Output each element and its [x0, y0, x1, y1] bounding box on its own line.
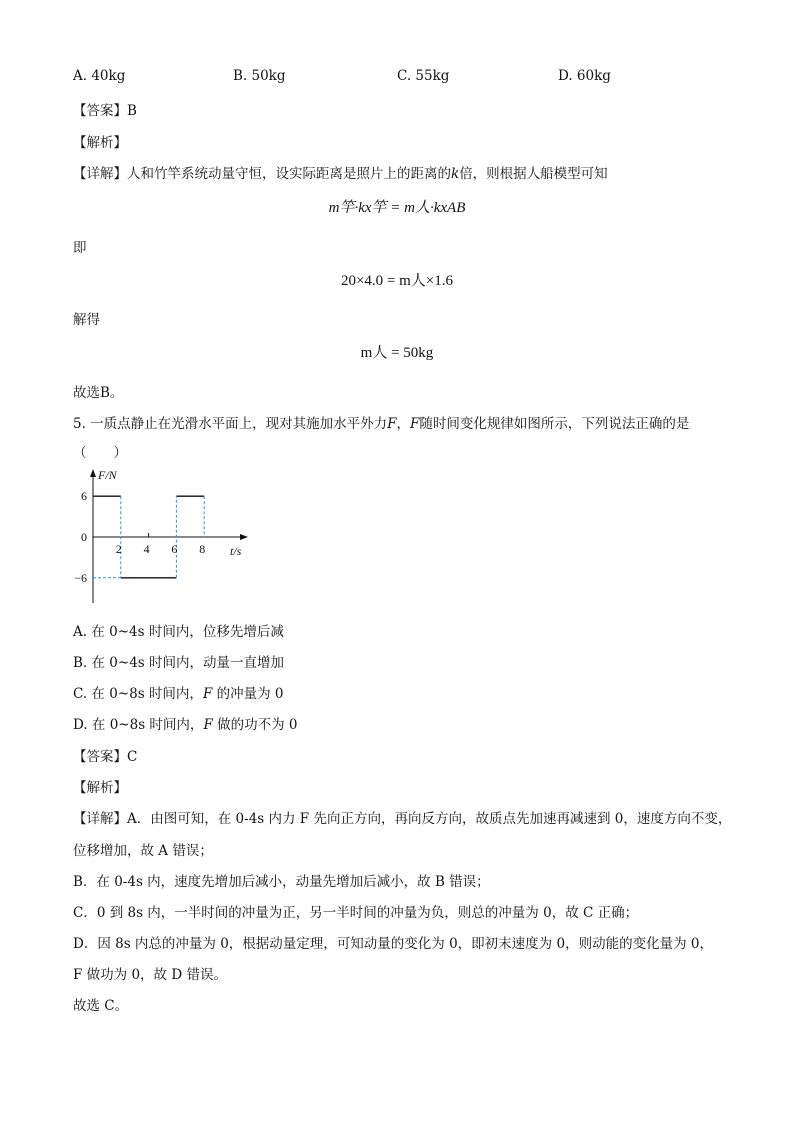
q4-equation-1 [0, 196, 794, 217]
option-b: B. 50kg [233, 68, 286, 84]
q4-equation-3 [0, 341, 794, 362]
q4-equation-1-text: m竿·kx竿 = m人·kxAB [328, 200, 466, 216]
x-tick-label-4: 4 [143, 542, 150, 556]
q4-detail [73, 162, 608, 182]
graph-labels [74, 468, 241, 585]
q5-option-d-pre: D. 在 0~8s 时间内， [73, 717, 204, 733]
y-tick-label-1: 0 [81, 530, 87, 544]
q5-detail-c: C．0 到 8s 内，一半时间的冲量为正，另一半时间的冲量为负，则总的冲量为 0，故 C 正确； [73, 905, 639, 921]
q5-stem-line2: （ ） [73, 445, 127, 461]
q5-stem-text: 5. 一质点静止在光滑水平面上，现对其施加水平外力 [73, 416, 388, 432]
q5-analysis-heading: 【解析】 [73, 780, 127, 796]
q5-stem-end: 随时间变化规律如图所示，下列说法正确的是 [419, 416, 690, 432]
q5-option-d-post: 做的功不为 0 [212, 717, 298, 733]
q4-analysis-heading: 【解析】 [73, 135, 127, 151]
force-time-graph [70, 463, 280, 609]
q4-jiede: 解得 [73, 312, 100, 328]
y-axis-label: F/N [98, 468, 117, 482]
x-tick-label-2: 2 [115, 542, 122, 556]
q5-conclusion: 故选 C。 [73, 998, 129, 1014]
q4-equation-2 [0, 269, 794, 290]
q5-option-c [73, 682, 283, 702]
q4-answer: 【答案】B [73, 103, 137, 119]
q4-ji: 即 [73, 240, 87, 256]
graph-axes [90, 469, 248, 603]
q5-option-c-F: F [202, 686, 213, 702]
q5-detail-d-line1: D．因 8s 内总的冲量为 0，根据动量定理，可知动量的变化为 0，即初末速度为 0，则动能的变化量为 0， [73, 936, 713, 952]
q5-option-d [73, 713, 297, 733]
y-tick-label-2: −6 [74, 570, 87, 585]
q4-detail-suffix: 倍，则根据人船模型可知 [459, 166, 608, 182]
q4-detail-k: k [451, 166, 460, 182]
y-tick-label-0: 6 [81, 489, 87, 504]
x-tick-label-8: 8 [199, 542, 206, 556]
q5-option-a: A. 在 0~4s 时间内，位移先增后减 [73, 624, 284, 640]
q4-equation-3-text: m人 = 50kg [360, 345, 434, 361]
q5-detail-b: B．在 0-4s 内，速度先增加后减小，动量先增加后减小，故 B 错误； [73, 874, 490, 890]
q5-option-b: B. 在 0~4s 时间内，动量一直增加 [73, 655, 285, 671]
q5-detail-a-line1: 【详解】A．由图可知，在 0-4s 内力 F 先向正方向，再向反方向，故质点先加速再减速到 0，速度方向不变， [73, 811, 732, 827]
q5-detail-a-line2: 位移增加，故 A 错误； [73, 843, 213, 859]
q4-equation-2-text: 20×4.0 = m人×1.6 [340, 273, 454, 289]
x-axis-arrow [240, 534, 248, 540]
option-d: D. 60kg [558, 68, 611, 84]
option-a: A. 40kg [73, 68, 126, 84]
q5-option-c-post: 的冲量为 0 [212, 686, 284, 702]
x-axis-label: t/s [230, 544, 242, 558]
q4-conclusion: 故选B。 [73, 385, 124, 401]
x-tick-label-6: 6 [171, 542, 178, 556]
q5-detail-d-line2: F 做功为 0，故 D 错误。 [73, 967, 227, 983]
q5-stem-F2: F [410, 416, 420, 432]
q5-stem-line1 [73, 412, 689, 432]
option-c: C. 55kg [397, 68, 450, 84]
q5-stem-F1: F [387, 416, 397, 432]
q5-option-c-pre: C. 在 0~8s 时间内， [73, 686, 203, 702]
q5-answer: 【答案】C [73, 749, 138, 765]
q5-stem-mid: ， [396, 416, 411, 432]
q5-option-d-F: F [203, 717, 213, 733]
q4-detail-prefix: 【详解】人和竹竿系统动量守恒，设实际距离是照片上的距离的 [73, 166, 451, 182]
y-axis-arrow [90, 469, 96, 477]
